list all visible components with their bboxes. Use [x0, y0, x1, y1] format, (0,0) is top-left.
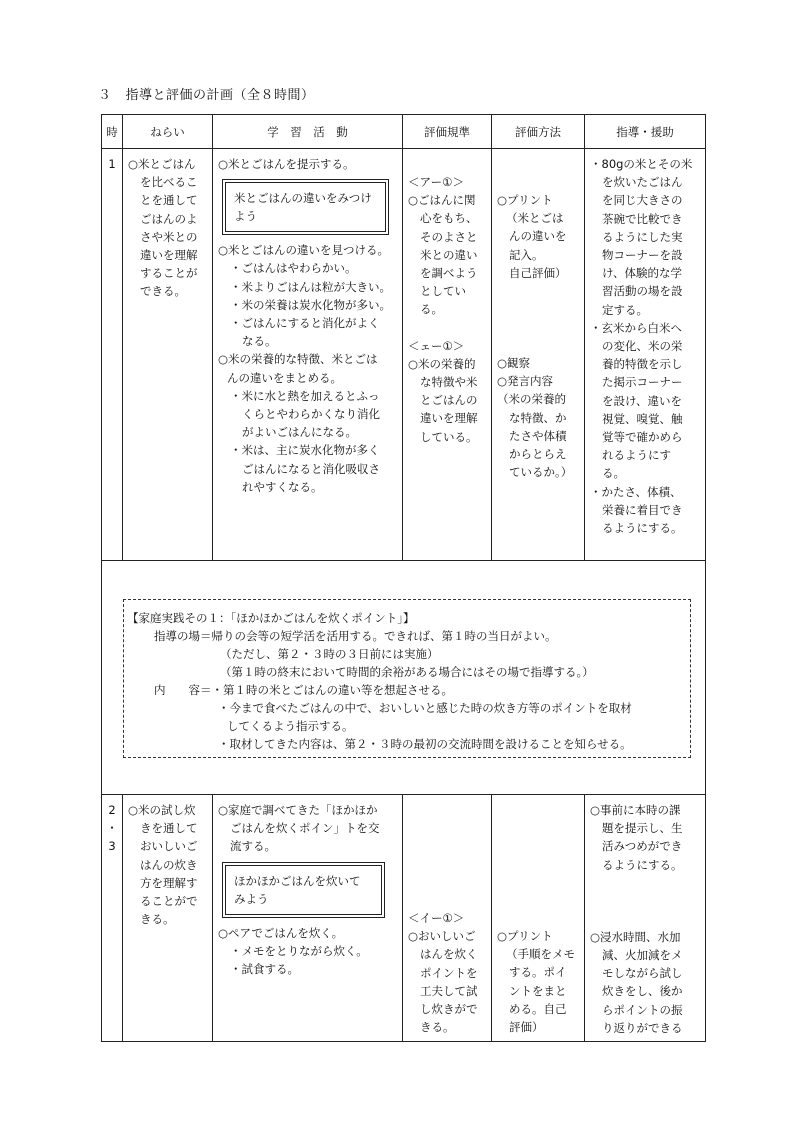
text-line: るようにする。 [602, 857, 683, 872]
text-line: さや米との [140, 229, 198, 244]
text-line: ポイントを [420, 965, 478, 980]
text-line: きる。 [140, 912, 175, 927]
home-practice-box [123, 599, 691, 758]
text-line: ・80gの米とその米 [590, 157, 693, 171]
text-line: ・玄米から白米へ [590, 320, 682, 335]
text-line: ごはんになると消化吸収さ [242, 461, 380, 476]
text-line: 自己評価） [509, 265, 567, 280]
content-item: ・取材してきた内容は、第２・３時の最初の交流時間を設けることを知らせる。 [218, 737, 632, 751]
text-line: ○浸水時間、水加 [590, 929, 681, 944]
table-row [102, 149, 706, 561]
text-line: る。 [420, 302, 443, 317]
text-line: 3 [108, 839, 116, 854]
support-cell [585, 795, 706, 1042]
text-line: ○米とごはんの違いを見つける。 [218, 243, 390, 258]
text-line: くらとやわらかくなり消化 [242, 407, 380, 422]
text-line: 視覚、嗅覚、触 [602, 411, 683, 426]
text-line: 2 [108, 803, 116, 817]
text-line: 違いを理解 [140, 248, 198, 263]
text-line: （米の栄養的 [497, 392, 566, 407]
text-line: からとらえ [509, 447, 567, 462]
text-line: ・米よりごはんは粒が大きい。 [230, 279, 391, 294]
lesson-goal-box [222, 179, 389, 235]
text-line: （米とごは [506, 211, 564, 226]
text-line: （手順をメモ [506, 947, 575, 962]
text-line: 米との違い [420, 247, 478, 262]
text-line: ・メモをとりながら炊く。 [230, 943, 368, 958]
text-line: け、体験的な学 [602, 266, 683, 281]
criteria-cell [403, 149, 492, 561]
text-line: 栄養に着目でき [602, 502, 683, 517]
text-line: （第１時の終末において時間的余裕がある場合にはその場で指導する。） [220, 665, 594, 679]
text-line: 流する。 [230, 839, 276, 854]
text-line: 評価） [509, 1020, 544, 1035]
text-line: 活みつめができ [602, 839, 683, 854]
text-line: ○発言内容 [497, 374, 554, 389]
text-line: 茶碗で比較でき [602, 211, 683, 226]
text-line: める。自己 [509, 1001, 567, 1016]
text-line: ごはんのよ [140, 211, 198, 226]
text-line: れるようにす [602, 448, 671, 463]
text-line: よう [234, 209, 257, 224]
text-line: きを通して [140, 821, 198, 836]
col-header-method: 評価方法 [492, 115, 585, 149]
content-label: 内 容＝ [154, 683, 212, 697]
text-line: 覚等で確かめら [602, 430, 683, 445]
col-header-criteria: 評価規準 [403, 115, 492, 149]
text-line: ○ペアでごはんを炊く。 [218, 925, 344, 940]
text-line: 記入。 [509, 247, 544, 262]
text-line: ・かたさ、体積、 [590, 484, 682, 499]
text-line: ・米は、主に炭水化物が多く [230, 443, 380, 458]
home-practice-title: 【家庭実践その１：「ほかほかごはんを炊くポイント」】 [127, 611, 415, 625]
text-line: るようにした実 [602, 229, 683, 244]
text-line: ○事前に本時の課 [590, 803, 681, 817]
text-line: な特徴や米 [420, 375, 478, 390]
content-item: してくるよう指示する。 [227, 719, 354, 733]
text-line: し炊きがで [420, 1002, 478, 1017]
text-line: る。 [602, 466, 625, 481]
text-line: んの違いを [509, 229, 567, 244]
text-line: ○プリント [497, 193, 553, 207]
text-line: 定する。 [602, 302, 648, 317]
home-practice-cell [102, 561, 706, 795]
text-line: を調べよう [420, 266, 478, 281]
text-line: れやすくなる。 [242, 479, 323, 494]
text-line: 米とごはんの違いをみつけ [234, 191, 372, 206]
text-line: そのよさと [420, 229, 478, 244]
table-row [102, 561, 706, 795]
text-line: ○米の栄養的 [408, 356, 476, 371]
col-header-hour: 時 [102, 115, 123, 149]
text-line: 養的特徴を示し [602, 357, 683, 372]
table-row [102, 795, 706, 1042]
text-line: を設け、違いを [602, 393, 683, 408]
text-line: はんの炊き [140, 857, 198, 872]
text-line: 題を提示し、生 [602, 821, 683, 836]
aim-cell [123, 795, 213, 1042]
text-line: なる。 [242, 334, 277, 349]
text-line: ○米の栄養的な特徴、米とごは [218, 352, 378, 367]
text-line: 工夫して試 [420, 983, 478, 998]
text-line: の変化、米の栄 [602, 339, 683, 354]
text-line: 物コーナーを設 [602, 248, 683, 263]
text-line: ○米とごはんを提示する。 [218, 157, 355, 171]
col-header-aim: ねらい [123, 115, 213, 149]
text-line: とを通して [140, 193, 198, 208]
text-line: （ただし、第２・３時の３日前には実施） [220, 647, 439, 661]
text-line: を同じ大きさの [602, 193, 683, 208]
text-line: たさや体積 [509, 428, 567, 443]
text-line: 心をもち、 [420, 211, 478, 226]
text-line: ・ [106, 821, 118, 836]
text-line: することが [140, 266, 198, 281]
text-line: ・ごはんはやわらかい。 [230, 261, 357, 276]
text-line: ○米の試し炊 [128, 803, 196, 817]
text-line: ○観察 [497, 356, 531, 371]
text-line: ントをまと [509, 983, 567, 998]
activity-cell [213, 149, 403, 561]
text-line [154, 681, 453, 699]
text-line: ・米の栄養は炭水化物が多い。 [230, 297, 391, 312]
method-cell [492, 795, 585, 1042]
place-label: 指導の場＝ [154, 629, 212, 643]
text-line: している。 [420, 429, 478, 444]
text-line: 炊きをし、後か [602, 984, 683, 999]
table-header-row [102, 115, 706, 149]
lesson-plan-table [101, 114, 706, 1042]
text-line: ・試食する。 [230, 962, 299, 977]
content-item: ・第１時の米とごはんの違い等を想起させる。 [211, 683, 453, 697]
text-line: ○家庭で調べてきた「ほかほか [218, 803, 378, 817]
text-line: 方を理解す [140, 875, 198, 890]
text-line: るようにする。 [602, 521, 683, 536]
text-line: 減、火加減をメ [602, 948, 683, 963]
text-line: としてい [420, 284, 466, 299]
section-title: 指導と評価の計画（全８時間） [125, 88, 315, 103]
hour-cell: 1 [102, 149, 123, 561]
content-item: ・今まで食べたごはんの中で、おいしいと感じた時の炊き方等のポイントを取材 [218, 701, 632, 715]
text-line: な特徴、か [509, 410, 567, 425]
method-cell [492, 149, 585, 561]
col-header-support: 指導・援助 [585, 115, 706, 149]
text-line: ○米とごはん [128, 157, 196, 171]
text-line: ることがで [140, 894, 198, 909]
criteria-tag: ＜ェー①＞ [408, 338, 465, 353]
text-line: た掲示コーナー [602, 375, 683, 390]
hour-cell [102, 795, 123, 1042]
text-line: はんを炊く [420, 947, 478, 962]
text-line: おいしいご [140, 839, 198, 854]
section-number: ３ [98, 88, 112, 103]
text-line: 習活動の場を設 [602, 284, 683, 299]
lesson-goal-box [222, 862, 385, 918]
text-line: 違いを理解 [420, 411, 478, 426]
text-line: モしながら試し [602, 966, 683, 981]
text-line: ているか。） [509, 465, 573, 480]
text-line: みよう [234, 891, 269, 906]
criteria-tag: ＜アー①＞ [408, 175, 464, 189]
text-line: ・米に水と熱を加えるとふっ [230, 388, 380, 403]
text-line: り返りができる [602, 1020, 683, 1035]
text-line: を比べるこ [140, 175, 198, 190]
text-line: きる。 [420, 1020, 455, 1035]
text-line: する。ポイ [509, 965, 567, 980]
text-line: ほかほかごはんを炊いて [234, 873, 361, 888]
text-line: を炊いたごはん [602, 175, 683, 190]
text-line: ○プリント [497, 929, 553, 943]
text-line: らポイントの振 [602, 1002, 683, 1017]
activity-cell [213, 795, 403, 1042]
text-line: とごはんの [420, 393, 478, 408]
support-cell [585, 149, 706, 561]
text-line [154, 627, 557, 645]
criteria-tag: ＜イー①＞ [408, 911, 465, 925]
aim-cell [123, 149, 213, 561]
text-line: ○おいしいご [408, 929, 476, 944]
place-text: 帰りの会等の短学活を活用する。できれば、第１時の当日がよい。 [211, 629, 557, 643]
section-heading [98, 84, 315, 103]
text-line: できる。 [140, 284, 186, 299]
text-line: ○ごはんに関 [408, 193, 476, 208]
col-header-activity: 学 習 活 動 [213, 115, 403, 149]
text-line: んの違いをまとめる。 [227, 370, 342, 385]
text-line: がよいごはんになる。 [242, 425, 357, 440]
criteria-cell [403, 795, 492, 1042]
text-line: ごはんを炊くポイン」トを交 [230, 821, 380, 836]
text-line: ・ごはんにすると消化がよく [230, 316, 380, 331]
